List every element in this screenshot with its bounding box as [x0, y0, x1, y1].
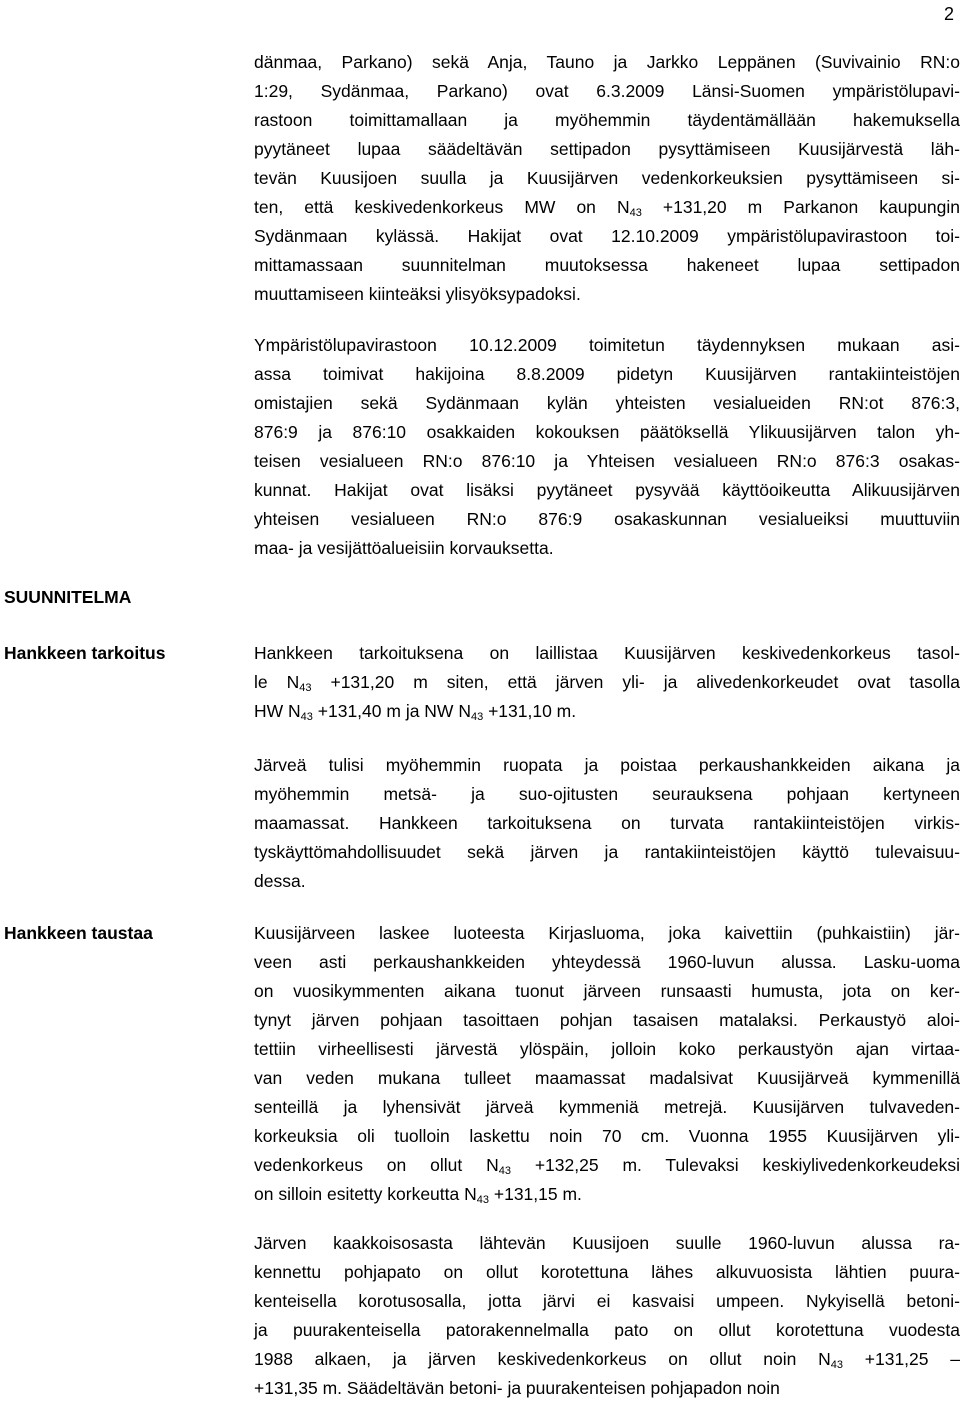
- text-line: pyytäneet lupaa säädeltävän settipadon pysyttämiseen Kuusijärvestä läh-: [254, 139, 960, 159]
- taustaa-paragraph-2: [254, 1229, 960, 1403]
- text-line: tettiin virheellisesti järvestä ylöspäin, jolloin koko perkaustyön ajan virtaa-: [254, 1039, 960, 1059]
- intro-paragraph-1: [254, 48, 960, 309]
- text-line: veen asti perkaushankkeiden yhteydessä 1960-luvun alussa. Lasku-uoma: [254, 952, 960, 972]
- text-line: dessa.: [254, 871, 306, 891]
- tarkoitus-paragraph-2: [254, 751, 960, 896]
- text-line: Järven kaakkoisosasta lähtevän Kuusijoen suulle 1960-luvun alussa ra-: [254, 1233, 960, 1253]
- text-line: myöhemmin metsä- ja suo-ojitusten seurauksena pohjaan kertyneen: [254, 784, 960, 804]
- text-line: tevän Kuusijoen suulla ja Kuusijärven vedenkorkeuksien pysyttämiseen si-: [254, 168, 960, 188]
- text-line: omistajien sekä Sydänmaan kylän yhteisten vesialueiden RN:ot 876:3,: [254, 393, 960, 413]
- text-line: 1:29, Sydänmaa, Parkano) ovat 6.3.2009 Länsi-Suomen ympäristölupavi-: [254, 81, 960, 101]
- text-line: yhteisen vesialueen RN:o 876:9 osakaskunnan vesialueiksi muuttuviin: [254, 509, 960, 529]
- text-line: muuttamiseen kiinteäksi ylisyöksypadoksi.: [254, 284, 581, 304]
- text-line: kenteisella korotusosalla, jotta järvi ei kasvaisi umpeen. Nykyisellä betoni-: [254, 1291, 960, 1311]
- text-line: tyskäyttömahdollisuudet sekä järven ja rantakiinteistöjen käyttö tulevaisuu-: [254, 842, 960, 862]
- text-line: kunnat. Hakijat ovat lisäksi pyytäneet pysyvää käyttöoikeutta Alikuusijärven: [254, 480, 960, 500]
- text-line: van veden mukana tulleet maamassat madalsivat Kuusijärveä kymmenillä: [254, 1068, 960, 1088]
- text-line: Järveä tulisi myöhemmin ruopata ja poistaa perkaushankkeiden aikana ja: [254, 755, 960, 775]
- text-line: vedenkorkeus on ollut $N_{43} +132,25$ m. Tulevaksi keskiylivedenkorkeudeksi: [254, 1155, 960, 1177]
- taustaa-paragraph-1: [254, 919, 960, 1209]
- tarkoitus-paragraph-1: [254, 639, 960, 726]
- text-line: le $N_{43} +131,20$ m siten, että järven yli- ja alivedenkorkeudet ovat tasolla: [254, 672, 960, 694]
- text-line: ja puurakenteisella patorakennelmalla pato on ollut korotettuna vuodesta: [254, 1320, 960, 1340]
- paragraph-text: [254, 331, 960, 563]
- page-number: 2: [943, 4, 954, 24]
- paragraph-text: [254, 48, 960, 309]
- text-line: rastoon toimittamallaan ja myöhemmin täydentämällään hakemuksella: [254, 110, 960, 130]
- text-line: 1988 alkaen, ja järven keskivedenkorkeus on ollut noin $N_{43} +131,25$ –: [254, 1349, 960, 1371]
- text-line: tynyt järven pohjaan tasoittaen pohjan tasaisen matalaksi. Perkaustyö aloi-: [254, 1010, 960, 1030]
- text-line: kennettu pohjapato on ollut korotettuna lähes alkuvuosista lähtien puura-: [254, 1262, 960, 1282]
- text-line: Ympäristölupavirastoon 10.12.2009 toimitetun täydennyksen mukaan asi-: [254, 335, 960, 355]
- heading-taustaa: Hankkeen taustaa: [4, 923, 153, 943]
- text-line: senteillä ja lyhensivät järveä kymmeniä metrejä. Kuusijärven tulvaveden-: [254, 1097, 960, 1117]
- paragraph-text: [254, 751, 960, 896]
- text-line: HW $N_{43} +131,40$ m ja NW $N_{43} +131,10$ m.: [254, 701, 577, 723]
- paragraph-text: [254, 1229, 960, 1403]
- text-line: dänmaa, Parkano) sekä Anja, Tauno ja Jarkko Leppänen (Suvivainio RN:o: [254, 52, 960, 72]
- text-line: maamassat. Hankkeen tarkoituksena on turvata rantakiinteistöjen virkis-: [254, 813, 960, 833]
- text-line: Hankkeen tarkoituksena on laillistaa Kuusijärven keskivedenkorkeus tasol-: [254, 643, 960, 663]
- text-line: Sydänmaan kylässä. Hakijat ovat 12.10.2009 ympäristölupavirastoon toi-: [254, 226, 960, 246]
- text-line: +131,35 m. Säädeltävän betoni- ja puurakenteisen pohjapadon noin: [254, 1378, 780, 1398]
- paragraph-text: [254, 639, 960, 726]
- section-title: SUUNNITELMA: [4, 587, 132, 607]
- paragraph-text: [254, 919, 960, 1209]
- text-line: maa- ja vesijättöalueisiin korvauksetta.: [254, 538, 554, 558]
- intro-paragraph-2: [254, 331, 960, 563]
- text-line: korkeuksia oli tuolloin laskettu noin 70 cm. Vuonna 1955 Kuusijärven yli-: [254, 1126, 960, 1146]
- heading-tarkoitus: Hankkeen tarkoitus: [4, 643, 166, 663]
- text-line: mittamassaan suunnitelman muutoksessa hakeneet lupaa settipadon: [254, 255, 960, 275]
- text-line: ten, että keskivedenkorkeus MW on $N_{43} +131,20$ m Parkanon kaupungin: [254, 197, 960, 219]
- text-line: on silloin esitetty korkeutta $N_{43} +131,15$ m.: [254, 1184, 582, 1206]
- text-line: teisen vesialueen RN:o 876:10 ja Yhteisen vesialueen RN:o 876:3 osakas-: [254, 451, 960, 471]
- text-line: assa toimivat hakijoina 8.8.2009 pidetyn Kuusijärven rantakiinteistöjen: [254, 364, 960, 384]
- text-line: 876:9 ja 876:10 osakkaiden kokouksen päätöksellä Ylikuusijärven talon yh-: [254, 422, 960, 442]
- text-line: on vuosikymmenten aikana tuonut järveen runsaasti humusta, jota on ker-: [254, 981, 960, 1001]
- text-line: Kuusijärveen laskee luoteesta Kirjasluoma, joka kaivettiin (puhkaistiin) jär-: [254, 923, 960, 943]
